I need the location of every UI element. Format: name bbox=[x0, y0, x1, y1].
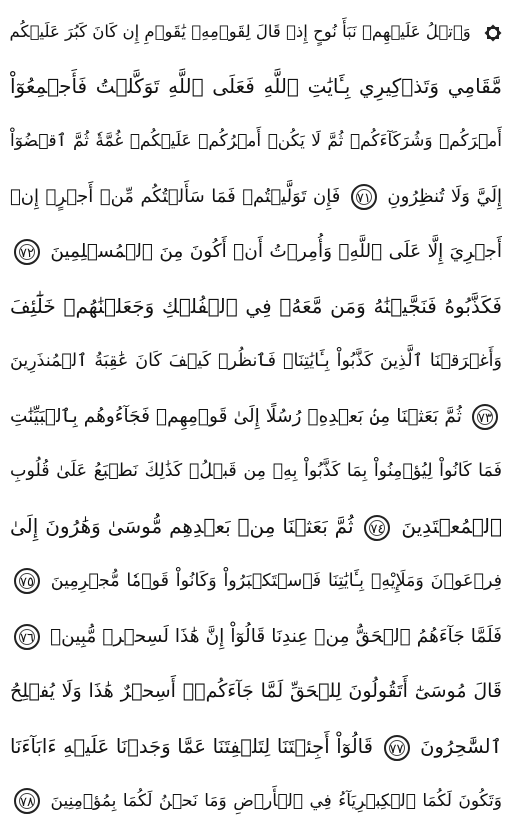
verse-line bbox=[10, 609, 502, 664]
verse-line bbox=[10, 554, 502, 609]
verse-line bbox=[10, 59, 502, 114]
ayah-number-marker: ٧٤ bbox=[364, 515, 390, 541]
verse-line bbox=[10, 4, 502, 59]
hizb-marker-icon bbox=[484, 24, 502, 42]
verse-text: قَالَ مُوسَىٰٓ أَتَقُولُونَ لِلۡحَقِّ لَمَّا جَآءَكُمۡۖ أَسِحۡرٌ هَٰذَا وَلَا يُفۡلِحُ bbox=[10, 680, 502, 702]
verse-text: فَكَذَّبُوهُ فَنَجَّيۡنَٰهُ وَمَن مَّعَهُۥ فِي ٱلۡفُلۡكِ وَجَعَلۡنَٰهُمۡ خَلَٰٓئِفَ bbox=[10, 294, 502, 318]
verse-line bbox=[10, 444, 502, 499]
verse-line bbox=[10, 169, 502, 224]
verse-line bbox=[10, 334, 502, 389]
verse-text: فَمَا كَانُواْ لِيُؤۡمِنُواْ بِمَا كَذَّبُواْ بِهِۦ مِن قَبۡلُۚ كَذَٰلِكَ نَطۡبَعُ عَلَىٰ قُلُوبِ bbox=[10, 461, 502, 481]
verse-text: ثُمَّ بَعَثۡنَا مِنۢ بَعۡدِهِۦ رُسُلًا إِلَىٰ قَوۡمِهِمۡ فَجَآءُوهُم بِٱلۡبَيِّنَٰتِ bbox=[10, 406, 462, 427]
verse-text: إِلَيَّ وَلَا تُنظِرُونِ bbox=[387, 186, 502, 207]
verse-text: قَالُوٓاْ أَجِئۡتَنَا لِتَلۡفِتَنَا عَمَّا وَجَدۡنَا عَلَيۡهِ ءَابَآءَنَا bbox=[10, 735, 373, 758]
ayah-number-marker: ٧٧ bbox=[384, 735, 410, 761]
verse-text: أَمۡرَكُمۡ وَشُرَكَآءَكُمۡ ثُمَّ لَا يَكُنۡ أَمۡرُكُمۡ عَلَيۡكُمۡ غُمَّةٗ ثُمَّ ٱقۡضُوٓاْ bbox=[10, 131, 502, 151]
verse-line bbox=[10, 499, 502, 554]
verse-text: ثُمَّ بَعَثۡنَا مِنۢ بَعۡدِهِم مُّوسَىٰ وَهَٰرُونَ إِلَىٰ bbox=[10, 514, 354, 538]
verse-line bbox=[10, 664, 502, 719]
ayah-number-marker: ٧٢ bbox=[14, 239, 40, 265]
ayah-number-marker: ٧٦ bbox=[14, 624, 40, 650]
ayah-number-marker: ٧٥ bbox=[14, 568, 40, 594]
verse-line bbox=[10, 224, 502, 279]
verse-line bbox=[10, 279, 502, 334]
verse-text: أَجۡرِيَ إِلَّا عَلَى ٱللَّهِۖ وَأُمِرۡتُ أَنۡ أَكُونَ مِنَ ٱلۡمُسۡلِمِينَ bbox=[50, 241, 502, 262]
ayah-number-marker: ٧٣ bbox=[472, 404, 498, 430]
verse-line bbox=[10, 719, 502, 774]
verse-text: وَتَكُونَ لَكُمَا ٱلۡكِبۡرِيَآءُ فِي ٱلۡأَرۡضِ وَمَا نَحۡنُ لَكُمَا بِمُؤۡمِنِينَ bbox=[50, 791, 502, 811]
verse-text: مَّقَامِي وَتَذۡكِيرِي بِـَٔايَٰتِ ٱللَّهِ فَعَلَى ٱللَّهِ تَوَكَّلۡتُ فَأَجۡمِعُوٓاْ bbox=[10, 74, 502, 98]
verse-line bbox=[10, 114, 502, 169]
verse-text: وَٱتۡلُ عَلَيۡهِمۡ نَبَأَ نُوحٍ إِذۡ قَالَ لِقَوۡمِهِۦ يَٰقَوۡمِ إِن كَانَ كَبُرَ عَلَيۡكُم bbox=[10, 22, 471, 41]
verse-text: وَأَغۡرَقۡنَا ٱلَّذِينَ كَذَّبُواْ بِـَٔايَٰتِنَاۖ فَٱنظُرۡ كَيۡفَ كَانَ عَٰقِبَةُ ٱلۡمُنذَرِينَ bbox=[10, 351, 502, 371]
verse-line bbox=[10, 774, 502, 829]
verse-text: ٱلسَّٰحِرُونَ bbox=[420, 735, 502, 758]
verse-line bbox=[10, 389, 502, 444]
verse-text: فَإِن تَوَلَّيۡتُمۡ فَمَا سَأَلۡتُكُم مِّنۡ أَجۡرٍۖ إِنۡ bbox=[10, 186, 341, 207]
verse-lines bbox=[10, 0, 502, 828]
ayah-number-marker: ٧٨ bbox=[14, 788, 40, 814]
verse-text: فِرۡعَوۡنَ وَمَلَإِيْهِۦ بِـَٔايَٰتِنَا فَٱسۡتَكۡبَرُواْ وَكَانُواْ قَوۡمٗا مُّجۡرِمِينَ bbox=[50, 571, 502, 591]
ayah-number-marker: ٧١ bbox=[351, 184, 377, 210]
verse-text: ٱلۡمُعۡتَدِينَ bbox=[401, 514, 502, 538]
verse-text: فَلَمَّا جَآءَهُمُ ٱلۡحَقُّ مِنۡ عِندِنَا قَالُوٓاْ إِنَّ هَٰذَا لَسِحۡرٞ مُّبِينٞ bbox=[50, 626, 502, 647]
